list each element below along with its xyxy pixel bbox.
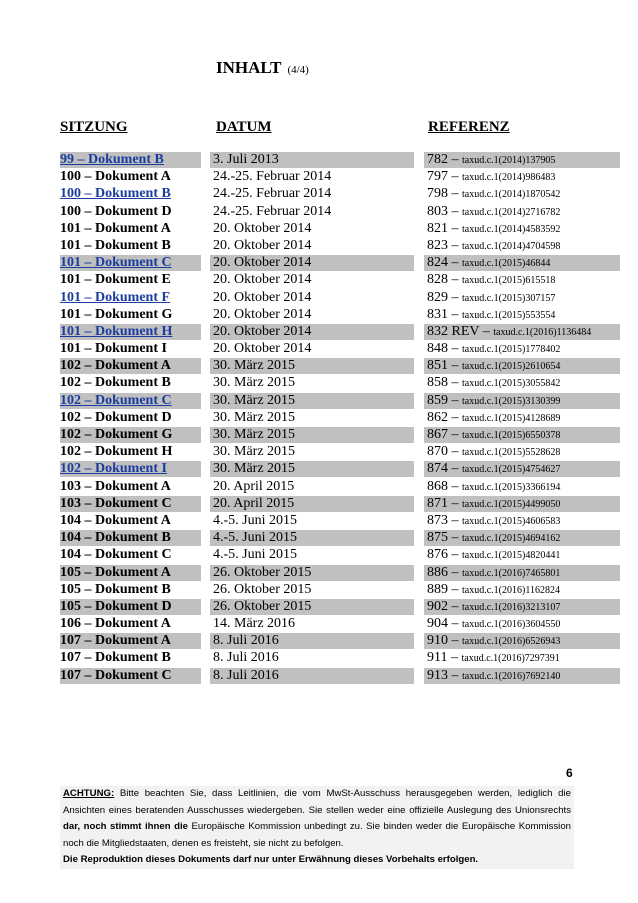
referenz-number: 803 – — [427, 203, 459, 219]
referenz-cell — [424, 186, 620, 202]
table-row — [60, 238, 620, 255]
sitzung-cell — [60, 152, 201, 168]
table-row — [60, 169, 620, 186]
referenz-number: 859 – — [427, 392, 459, 408]
sitzung-link[interactable]: 100 – Dokument B — [60, 186, 171, 202]
sitzung-cell — [60, 393, 201, 409]
sitzung-label: 102 – Dokument H — [60, 444, 173, 460]
title-part-indicator: (4/4) — [287, 64, 309, 76]
sitzung-cell — [60, 479, 201, 495]
disclaimer-body — [63, 786, 571, 852]
datum-cell: 8. Juli 2016 — [210, 633, 414, 649]
referenz-cell — [424, 410, 620, 426]
referenz-cell — [424, 272, 620, 288]
sitzung-label: 107 – Dokument B — [60, 650, 171, 666]
sitzung-link[interactable]: 101 – Dokument F — [60, 289, 171, 305]
referenz-cell — [424, 461, 620, 477]
datum-cell: 14. März 2016 — [213, 616, 296, 632]
datum-cell: 20. Oktober 2014 — [210, 324, 414, 340]
sitzung-label: 101 – Dokument B — [60, 237, 171, 253]
sitzung-label: 105 – Dokument A — [60, 564, 171, 580]
referenz-code: taxud.c.1(2015)4499050 — [462, 498, 561, 510]
datum-cell: 4.-5. Juni 2015 — [213, 512, 297, 528]
referenz-code: taxud.c.1(2015)46844 — [462, 258, 551, 270]
table-row — [60, 393, 620, 410]
referenz-cell — [424, 565, 620, 581]
referenz-number: 911 – — [427, 650, 458, 666]
table-row — [60, 650, 620, 667]
referenz-code: taxud.c.1(2014)4704598 — [462, 240, 561, 252]
referenz-number: 875 – — [427, 530, 459, 546]
sitzung-label: 101 – Dokument A — [60, 220, 171, 236]
sitzung-label: 102 – Dokument A — [60, 358, 171, 374]
datum-cell: 4.-5. Juni 2015 — [213, 547, 297, 563]
referenz-number: 874 – — [427, 461, 459, 477]
table-row — [60, 616, 620, 633]
sitzung-cell — [60, 358, 201, 374]
referenz-number: 870 – — [427, 444, 459, 460]
table-row — [60, 290, 620, 307]
sitzung-cell — [60, 204, 201, 220]
column-header-sitzung: SITZUNG — [60, 119, 128, 135]
sitzung-cell — [60, 565, 201, 581]
referenz-cell — [424, 479, 620, 495]
referenz-number: 868 – — [427, 478, 459, 494]
sitzung-label: 104 – Dokument B — [60, 530, 171, 546]
datum-cell: 8. Juli 2016 — [210, 668, 414, 684]
datum-cell: 26. Oktober 2015 — [213, 581, 312, 597]
sitzung-label: 103 – Dokument C — [60, 495, 172, 511]
referenz-code: taxud.c.1(2016)3604550 — [462, 619, 561, 631]
datum-cell: 20. Oktober 2014 — [213, 289, 312, 305]
sitzung-cell — [60, 633, 201, 649]
referenz-cell — [424, 169, 620, 185]
sitzung-cell — [60, 650, 201, 666]
referenz-number: 821 – — [427, 220, 459, 236]
table-row — [60, 152, 620, 169]
sitzung-label: 106 – Dokument A — [60, 616, 171, 632]
table-row — [60, 444, 620, 461]
sitzung-cell — [60, 290, 201, 306]
referenz-code: taxud.c.1(2015)4606583 — [462, 515, 561, 527]
referenz-code: taxud.c.1(2015)4694162 — [462, 533, 561, 545]
sitzung-label: 105 – Dokument B — [60, 581, 171, 597]
sitzung-cell — [60, 530, 201, 546]
table-row — [60, 307, 620, 324]
referenz-number: 828 – — [427, 272, 459, 288]
referenz-cell — [424, 290, 620, 306]
sitzung-cell — [60, 668, 201, 684]
disclaimer-emphasis: dar, noch stimmt ihnen die — [63, 821, 188, 833]
referenz-code: taxud.c.1(2015)4820441 — [462, 550, 561, 562]
referenz-number: 848 – — [427, 341, 459, 357]
referenz-number: 823 – — [427, 237, 459, 253]
table-row — [60, 204, 620, 221]
sitzung-label: 107 – Dokument C — [60, 667, 172, 683]
datum-cell: 8. Juli 2016 — [213, 650, 279, 666]
referenz-code: taxud.c.1(2015)5528628 — [462, 447, 561, 459]
table-row — [60, 410, 620, 427]
referenz-number: 873 – — [427, 512, 459, 528]
referenz-cell — [424, 221, 620, 237]
referenz-number: 829 – — [427, 289, 459, 305]
referenz-number: 862 – — [427, 409, 459, 425]
referenz-cell — [424, 633, 620, 649]
table-row — [60, 633, 620, 650]
sitzung-cell — [60, 307, 201, 323]
referenz-cell — [424, 599, 620, 615]
table-row — [60, 358, 620, 375]
table-row — [60, 530, 620, 547]
table-row — [60, 513, 620, 530]
table-row — [60, 375, 620, 392]
referenz-code: taxud.c.1(2015)307157 — [462, 292, 556, 304]
sitzung-label: 101 – Dokument G — [60, 306, 173, 322]
sitzung-cell — [60, 547, 201, 563]
datum-cell: 30. März 2015 — [210, 358, 414, 374]
referenz-number: 782 – — [427, 152, 459, 167]
referenz-cell — [424, 547, 620, 563]
datum-cell: 4.-5. Juni 2015 — [210, 530, 414, 546]
referenz-number: 871 – — [427, 495, 459, 511]
referenz-cell — [424, 513, 620, 529]
referenz-cell — [424, 324, 620, 340]
referenz-cell — [424, 152, 620, 168]
title-text: INHALT — [216, 58, 282, 77]
sitzung-link[interactable]: 102 – Dokument C — [60, 392, 172, 408]
referenz-number: 910 – — [427, 633, 459, 649]
sitzung-label: 100 – Dokument D — [60, 203, 172, 219]
referenz-cell — [424, 393, 620, 409]
datum-cell: 30. März 2015 — [213, 409, 296, 425]
sitzung-link[interactable]: 101 – Dokument C — [60, 255, 172, 271]
sitzung-label: 104 – Dokument A — [60, 512, 171, 528]
referenz-number: 876 – — [427, 547, 459, 563]
sitzung-cell — [60, 582, 201, 598]
sitzung-label: 105 – Dokument D — [60, 598, 172, 614]
datum-cell: 26. Oktober 2015 — [210, 565, 414, 581]
datum-cell: 30. März 2015 — [210, 427, 414, 443]
sitzung-cell — [60, 427, 201, 443]
referenz-number: 913 – — [427, 667, 459, 683]
referenz-number: 851 – — [427, 358, 459, 374]
referenz-number: 832 REV – — [427, 323, 490, 339]
warning-label: ACHTUNG: — [63, 788, 115, 799]
table-row — [60, 582, 620, 599]
table-row — [60, 461, 620, 478]
referenz-code: taxud.c.1(2015)615518 — [462, 275, 556, 287]
sitzung-link[interactable]: 101 – Dokument H — [60, 323, 173, 339]
sitzung-cell — [60, 444, 201, 460]
sitzung-cell — [60, 599, 201, 615]
table-row — [60, 599, 620, 616]
table-row — [60, 547, 620, 564]
datum-cell: 24.-25. Februar 2014 — [213, 169, 332, 185]
referenz-number: 889 – — [427, 581, 459, 597]
sitzung-cell — [60, 324, 201, 340]
datum-cell: 20. Oktober 2014 — [213, 220, 312, 236]
sitzung-label: 102 – Dokument D — [60, 409, 172, 425]
datum-cell: 20. April 2015 — [213, 478, 295, 494]
referenz-code: taxud.c.1(2015)3130399 — [462, 395, 561, 407]
referenz-cell — [424, 668, 620, 684]
sitzung-link[interactable]: 99 – Dokument B — [60, 152, 164, 167]
sitzung-cell — [60, 255, 201, 271]
datum-cell: 30. März 2015 — [213, 444, 296, 460]
table-row — [60, 496, 620, 513]
sitzung-cell — [60, 221, 201, 237]
sitzung-cell — [60, 375, 201, 391]
referenz-number: 824 – — [427, 255, 459, 271]
datum-cell: 20. Oktober 2014 — [213, 341, 312, 357]
referenz-code: taxud.c.1(2016)1136484 — [493, 326, 592, 338]
table-row — [60, 565, 620, 582]
sitzung-link[interactable]: 102 – Dokument I — [60, 461, 167, 477]
referenz-number: 886 – — [427, 564, 459, 580]
referenz-cell — [424, 341, 620, 357]
sitzung-label: 107 – Dokument A — [60, 633, 171, 649]
referenz-cell — [424, 255, 620, 271]
sitzung-label: 100 – Dokument A — [60, 169, 171, 185]
reproduction-notice: Die Reproduktion dieses Dokuments darf nur unter Erwähnung dieses Vorbehalts erfolgen. — [63, 854, 479, 866]
sitzung-cell — [60, 616, 201, 632]
sitzung-label: 102 – Dokument B — [60, 375, 171, 391]
referenz-cell — [424, 616, 620, 632]
referenz-number: 831 – — [427, 306, 459, 322]
referenz-code: taxud.c.1(2016)7297391 — [461, 653, 560, 665]
sitzung-label: 103 – Dokument A — [60, 478, 171, 494]
table-row — [60, 668, 620, 685]
referenz-number: 797 – — [427, 169, 459, 185]
referenz-number: 902 – — [427, 598, 459, 614]
datum-cell: 30. März 2015 — [210, 393, 414, 409]
referenz-code: taxud.c.1(2014)4583592 — [462, 223, 561, 235]
referenz-code: taxud.c.1(2015)3055842 — [462, 378, 561, 390]
sitzung-label: 104 – Dokument C — [60, 547, 172, 563]
datum-cell: 20. Oktober 2014 — [213, 237, 312, 253]
datum-cell: 30. März 2015 — [210, 461, 414, 477]
datum-cell: 20. April 2015 — [210, 496, 414, 512]
referenz-number: 858 – — [427, 375, 459, 391]
sitzung-cell — [60, 496, 201, 512]
referenz-code: taxud.c.1(2016)7465801 — [462, 567, 561, 579]
referenz-code: taxud.c.1(2015)1778402 — [462, 344, 561, 356]
sitzung-label: 102 – Dokument G — [60, 427, 173, 442]
table-row — [60, 221, 620, 238]
datum-cell: 26. Oktober 2015 — [210, 599, 414, 615]
table-row — [60, 324, 620, 341]
referenz-code: taxud.c.1(2015)2610654 — [462, 361, 561, 373]
disclaimer-text-1: Bitte beachten Sie, dass Leitlinien, die vom MwSt-Ausschuss herausgegeben werden, lediglich die Ansichten eines beratenden Ausschusses wiedergeben. Sie stellen weder eine offizielle Auslegung des Unionsrechts — [63, 788, 571, 816]
referenz-number: 904 – — [427, 616, 459, 632]
referenz-cell — [424, 204, 620, 220]
referenz-code: taxud.c.1(2016)3213107 — [462, 601, 561, 613]
datum-cell: 30. März 2015 — [213, 375, 296, 391]
referenz-code: taxud.c.1(2016)6526943 — [462, 636, 561, 648]
page-title — [216, 58, 309, 78]
sitzung-cell — [60, 238, 201, 254]
table-row — [60, 186, 620, 203]
referenz-cell — [424, 582, 620, 598]
referenz-code: taxud.c.1(2016)7692140 — [462, 670, 561, 682]
sitzung-cell — [60, 513, 201, 529]
table-row — [60, 427, 620, 444]
referenz-cell — [424, 358, 620, 374]
referenz-cell — [424, 530, 620, 546]
table-row — [60, 255, 620, 272]
column-header-referenz: REFERENZ — [428, 119, 510, 135]
referenz-code: taxud.c.1(2015)4128689 — [462, 412, 561, 424]
sitzung-cell — [60, 410, 201, 426]
datum-cell: 20. Oktober 2014 — [210, 255, 414, 271]
table-body — [60, 152, 620, 685]
referenz-code: taxud.c.1(2015)6550378 — [462, 430, 561, 441]
referenz-code: taxud.c.1(2015)4754627 — [462, 464, 561, 476]
datum-cell: 24.-25. Februar 2014 — [213, 186, 332, 202]
sitzung-label: 101 – Dokument E — [60, 272, 171, 288]
sitzung-cell — [60, 272, 201, 288]
referenz-cell — [424, 444, 620, 460]
datum-cell: 20. Oktober 2014 — [213, 306, 312, 322]
referenz-code: taxud.c.1(2014)2716782 — [462, 206, 561, 218]
referenz-cell — [424, 496, 620, 512]
sitzung-cell — [60, 341, 201, 357]
datum-cell: 24.-25. Februar 2014 — [213, 203, 332, 219]
referenz-code: taxud.c.1(2014)137905 — [462, 155, 556, 166]
table-row — [60, 479, 620, 496]
referenz-number: 867 – — [427, 427, 459, 442]
column-header-datum: DATUM — [216, 119, 272, 135]
page-number: 6 — [566, 766, 573, 780]
datum-cell: 3. Juli 2013 — [210, 152, 414, 168]
sitzung-cell — [60, 186, 201, 202]
sitzung-label: 101 – Dokument I — [60, 341, 167, 357]
referenz-code: taxud.c.1(2015)553554 — [462, 309, 556, 321]
referenz-code: taxud.c.1(2016)1162824 — [462, 584, 560, 596]
disclaimer-text-2: Europäische Kommission unbedingt zu. Sie binden weder die Europäische Kommission noch die Mitgliedstaaten, denen es freisteht, sie nicht zu befolgen. — [63, 821, 571, 849]
sitzung-cell — [60, 461, 201, 477]
disclaimer-notice — [60, 786, 574, 869]
referenz-code: taxud.c.1(2014)1870542 — [462, 189, 561, 201]
referenz-cell — [424, 375, 620, 391]
sitzung-cell — [60, 169, 201, 185]
referenz-cell — [424, 427, 620, 443]
referenz-cell — [424, 307, 620, 323]
referenz-cell — [424, 238, 620, 254]
referenz-code: taxud.c.1(2015)3366194 — [462, 481, 561, 493]
referenz-number: 798 – — [427, 186, 459, 202]
referenz-code: taxud.c.1(2014)986483 — [462, 172, 556, 184]
referenz-cell — [424, 650, 620, 666]
datum-cell: 20. Oktober 2014 — [213, 272, 312, 288]
table-row — [60, 272, 620, 289]
table-row — [60, 341, 620, 358]
